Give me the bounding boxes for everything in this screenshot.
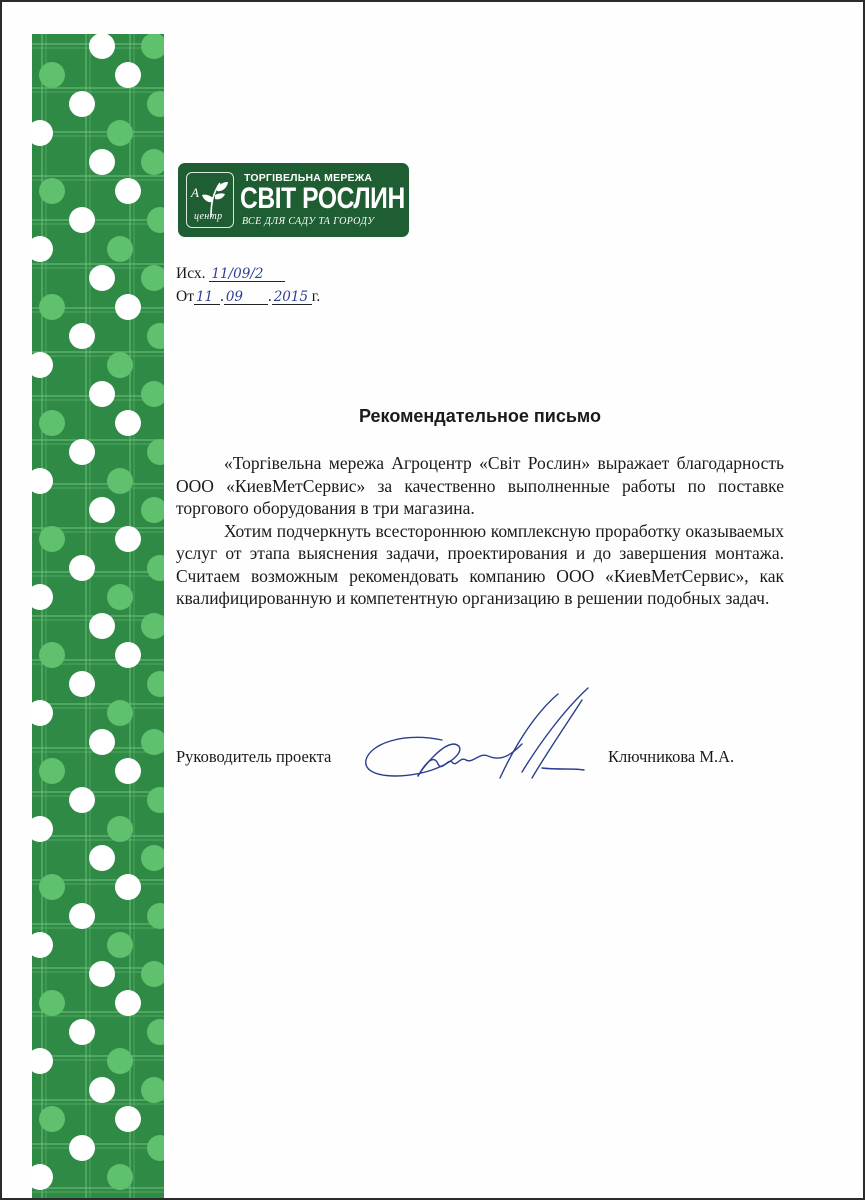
polka-dot (107, 584, 133, 610)
polka-dot (89, 961, 115, 987)
logo-tagline-top: ТОРГІВЕЛЬНА МЕРЕЖА (244, 172, 373, 184)
polka-dot (115, 410, 141, 436)
polka-dot (89, 729, 115, 755)
polka-dot (107, 816, 133, 842)
polka-dot (115, 526, 141, 552)
polka-dot (39, 410, 65, 436)
polka-dot (39, 642, 65, 668)
polka-dot (89, 149, 115, 175)
polka-dot (69, 439, 95, 465)
polka-dot (39, 178, 65, 204)
polka-dot (107, 1048, 133, 1074)
polka-dot (39, 526, 65, 552)
date-label: От (176, 288, 194, 305)
letter-title: Рекомендательное письмо (358, 406, 602, 426)
polka-dot (69, 787, 95, 813)
polka-dot (69, 91, 95, 117)
logo-letter: А (191, 185, 199, 200)
polka-dot (107, 1164, 133, 1190)
polka-dot (107, 236, 133, 262)
polka-dot (69, 1135, 95, 1161)
polka-dot (107, 352, 133, 378)
polka-dot (89, 497, 115, 523)
polka-dot (115, 294, 141, 320)
polka-dot (115, 874, 141, 900)
polka-dot (115, 758, 141, 784)
date-suffix: г. (311, 288, 321, 305)
outgoing-number-line (176, 265, 285, 283)
company-logo (178, 163, 409, 237)
date-line: От 11 . 09 . 2015 г. (176, 288, 321, 305)
polka-dot (115, 642, 141, 668)
polka-dot (69, 903, 95, 929)
polka-dot (107, 120, 133, 146)
polka-dot (115, 62, 141, 88)
polka-dot (39, 990, 65, 1016)
leaf-logo-icon (186, 172, 234, 228)
polka-dot (107, 932, 133, 958)
logo-tagline-bottom: ВСЕ ДЛЯ САДУ ТА ГОРОДУ (242, 216, 375, 227)
polka-dot (69, 207, 95, 233)
polka-dot (89, 613, 115, 639)
body-paragraph: Хотим подчеркнуть всестороннюю комплексную проработку оказываемых услуг от этапа выяснения задачи, проектирования и до завершения монтажа. Считаем возможным рекомендовать компанию ООО «КиевМетСервис», как квалифицированную и компетентную организацию в решении подобных задач. (176, 520, 784, 608)
polka-dot (107, 700, 133, 726)
polka-dot (39, 62, 65, 88)
polka-dot (39, 1106, 65, 1132)
letter-body (176, 452, 784, 610)
logo-word: центр (194, 211, 223, 222)
polka-dot (39, 874, 65, 900)
polka-dot (69, 323, 95, 349)
outgoing-number-value: 11/09/2 (209, 267, 285, 282)
polka-dot (89, 265, 115, 291)
polka-dot (69, 671, 95, 697)
polka-dot (69, 1019, 95, 1045)
polka-dot (89, 381, 115, 407)
logo-brand-name: СВІТ РОСЛИН (240, 182, 405, 215)
signatory-position: Руководитель проекта (176, 747, 332, 766)
signatory-name: Ключникова М.А. (608, 747, 735, 766)
polka-dot (89, 1077, 115, 1103)
polka-dot (39, 294, 65, 320)
polka-dot (39, 758, 65, 784)
date-day: 11 (194, 290, 220, 305)
polka-dot (107, 468, 133, 494)
date-year: 2015 (272, 290, 312, 305)
handwritten-signature (362, 682, 592, 792)
polka-dot (69, 555, 95, 581)
polka-dot (89, 34, 115, 59)
polka-dot (115, 990, 141, 1016)
decorative-polka-dot-strip (32, 34, 164, 1198)
date-month: 09 (224, 290, 268, 305)
polka-dot (115, 178, 141, 204)
polka-dot (115, 1106, 141, 1132)
body-paragraph: «Торгівельна мережа Агроцентр «Світ Рослин» выражает благодарность ООО «КиевМетСервис» за качественно выполненные работы по поставке торгового оборудования в три магазина. (176, 453, 784, 518)
outgoing-number-label: Исх. (176, 265, 206, 282)
polka-dot (89, 845, 115, 871)
